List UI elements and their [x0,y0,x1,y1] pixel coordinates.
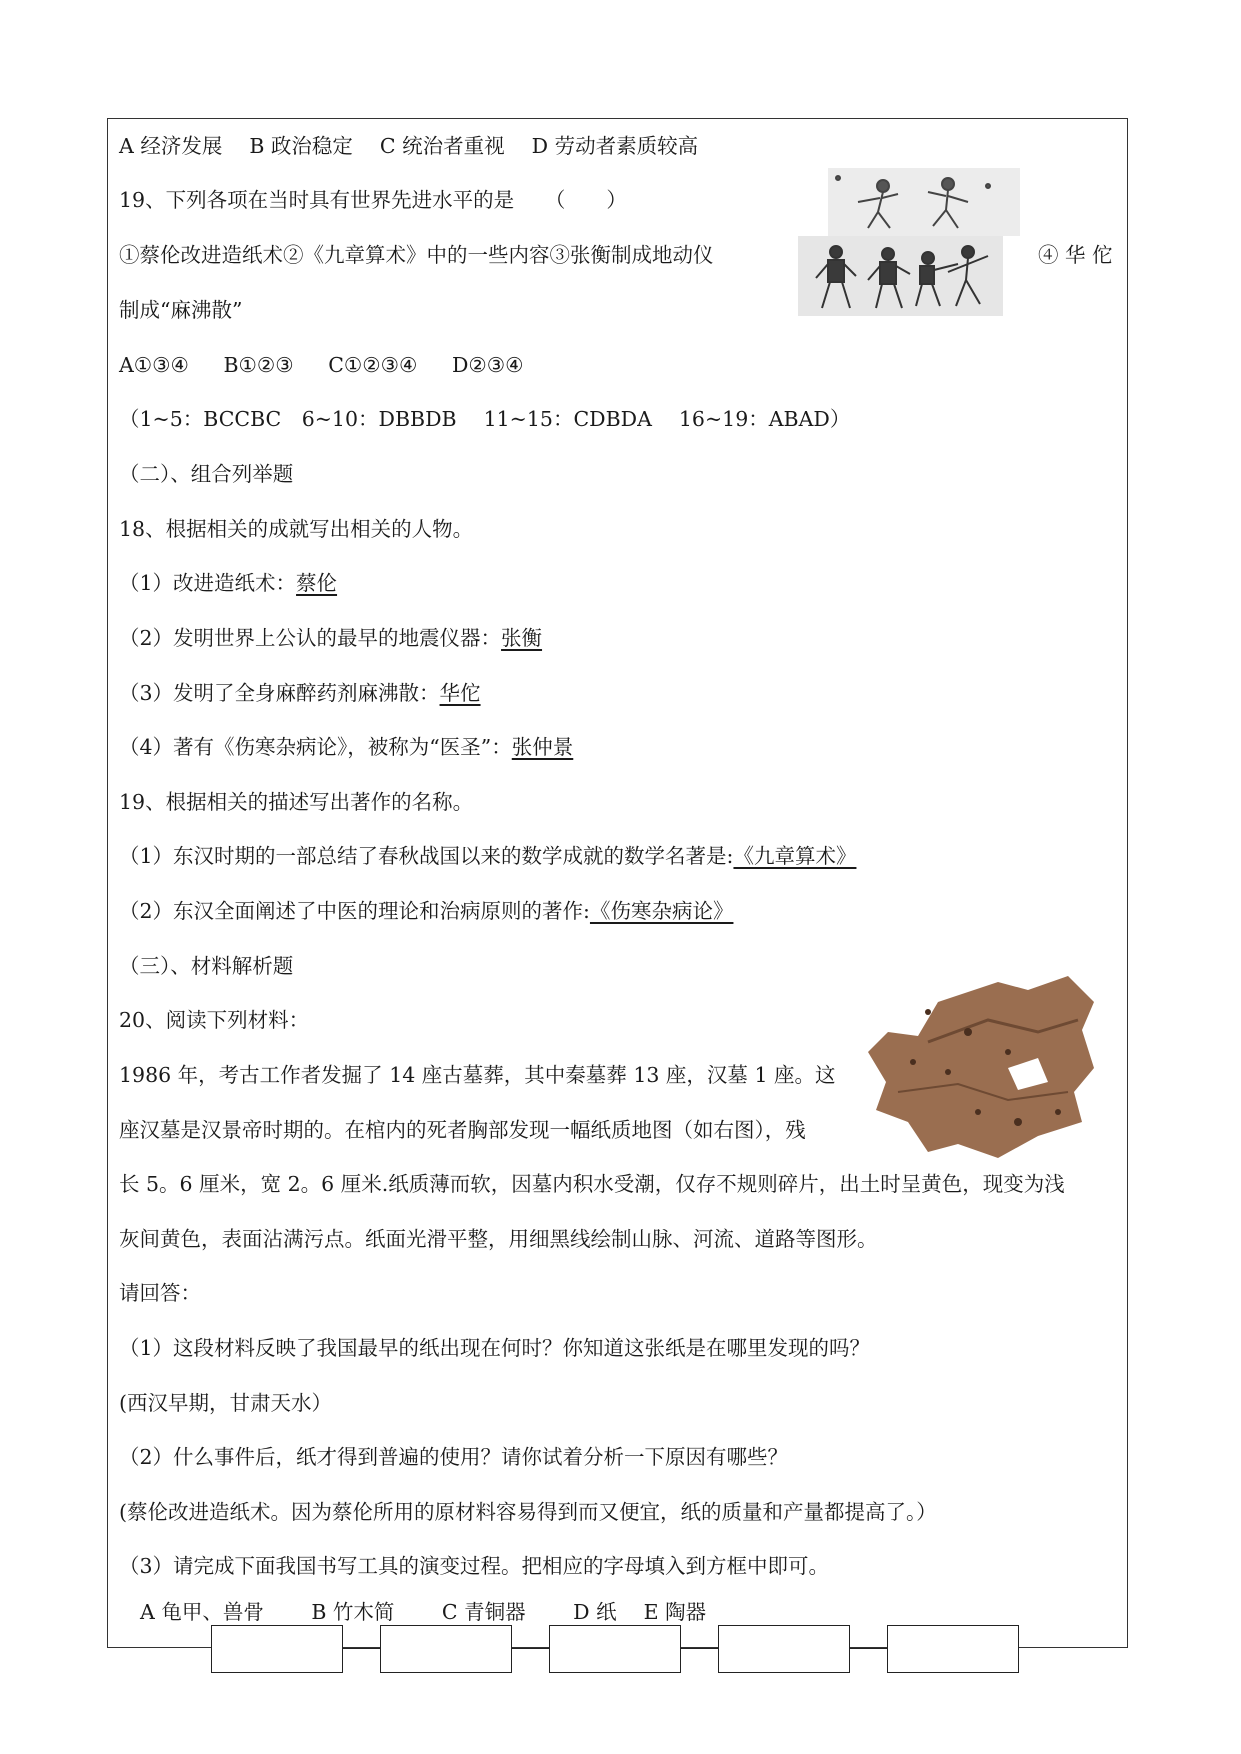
q19-options [119,351,524,379]
sub2-question: （2）什么事件后，纸才得到普遍的使用？请你试着分析一下原因有哪些？ [119,1445,789,1469]
item-answer: 张仲景 [511,735,574,759]
work-item-1 [119,842,856,870]
q19b-stem: 19、根据相关的描述写出著作的名称。 [119,790,474,814]
connector-line [850,1648,887,1649]
page-border [107,118,1128,1648]
answer-box-2[interactable] [380,1625,512,1673]
section3-title: （三）、材料解析题 [119,954,294,978]
answer-box-4[interactable] [718,1625,850,1673]
connector-line [681,1648,718,1649]
q19-option-d: D②③④ [451,353,524,377]
answer-box-3[interactable] [549,1625,681,1673]
item-prefix: （1）改进造纸术： [119,571,297,595]
person-item-4 [119,733,573,761]
person-item-2 [119,624,542,652]
q18-options: A 经济发展 B 政治稳定 C 统治者重视 D 劳动者素质较高 [119,134,699,158]
material-line-3: 长 5。6 厘米，宽 2。6 厘米.纸质薄而软，因墓内积水受潮，仅存不规则碎片，出土时呈黄色，现变为浅 [119,1172,1065,1196]
tools-options: A 龟甲、兽骨 B 竹木简 C 青铜器 D 纸 E 陶器 [140,1600,707,1624]
material-line-1: 1986 年，考古工作者发掘了 14 座古墓葬，其中秦墓葬 13 座，汉墓 1 座。这 [119,1063,836,1087]
q19-line1-tail: ④ 华 佗 [1038,243,1113,267]
person-item-3 [119,679,481,707]
item-prefix: （2）东汉全面阐述了中医的理论和治病原则的著作: [119,899,590,923]
paper-map-fragment-image [868,972,1096,1158]
q19-line1: ①蔡伦改进造纸术②《九章算术》中的一些内容③张衡制成地动仪 [119,243,714,267]
material-line-4: 灰间黄色，表面沾满污点。纸面光滑平整，用细黑线绘制山脉、河流、道路等图形。 [119,1227,878,1251]
answer-box-5[interactable] [887,1625,1019,1673]
ask-label: 请回答： [119,1281,201,1305]
q19-option-b: B①②③ [223,353,294,377]
item-answer: 华佗 [439,681,481,705]
item-answer: 张衡 [501,626,543,650]
item-answer: 《伤寒杂病论》 [589,899,734,923]
q19-stem: 19、下列各项在当时具有世界先进水平的是 （ ） [119,188,627,212]
item-prefix: （1）东汉时期的一部总结了春秋战国以来的数学成就的数学名著是: [119,844,734,868]
sub1-answer: (西汉早期，甘肃天水） [119,1391,332,1415]
answer-key: （1~5：BCCBC 6~10：DBBDB 11~15：CDBDA 16~19：ABAD） [119,407,851,431]
q19-option-c: C①②③④ [328,353,418,377]
sub2-answer: (蔡伦改进造纸术。因为蔡伦所用的原材料容易得到而又便宜，纸的质量和产量都提高了。） [119,1500,937,1524]
material-line-2: 座汉墓是汉景帝时期的。在棺内的死者胸部发现一幅纸质地图（如右图），残 [119,1118,806,1142]
section2-title: （二）、组合列举题 [119,462,294,486]
sub3-question: （3）请完成下面我国书写工具的演变过程。把相应的字母填入到方框中即可。 [119,1554,830,1578]
wuqinxi-figures-image [798,168,1020,316]
connector-line [512,1648,549,1649]
sub1-question: （1）这段材料反映了我国最早的纸出现在何时？你知道这张纸是在哪里发现的吗？ [119,1336,871,1360]
item-answer: 蔡伦 [296,571,338,595]
connector-line [343,1648,380,1649]
item-answer: 《九章算术》 [733,844,857,868]
q20-stem: 20、阅读下列材料： [119,1008,310,1032]
q19-line2: 制成“麻沸散” [119,298,243,322]
item-prefix: （2）发明世界上公认的最早的地震仪器： [119,626,502,650]
q19-option-a: A①③④ [119,353,189,377]
item-prefix: （4）著有《伤寒杂病论》，被称为“医圣”： [119,735,512,759]
answer-box-1[interactable] [211,1625,343,1673]
work-item-2 [119,897,733,925]
q18-stem: 18、根据相关的成就写出相关的人物。 [119,517,474,541]
item-prefix: （3）发明了全身麻醉药剂麻沸散： [119,681,440,705]
person-item-1 [119,569,337,597]
